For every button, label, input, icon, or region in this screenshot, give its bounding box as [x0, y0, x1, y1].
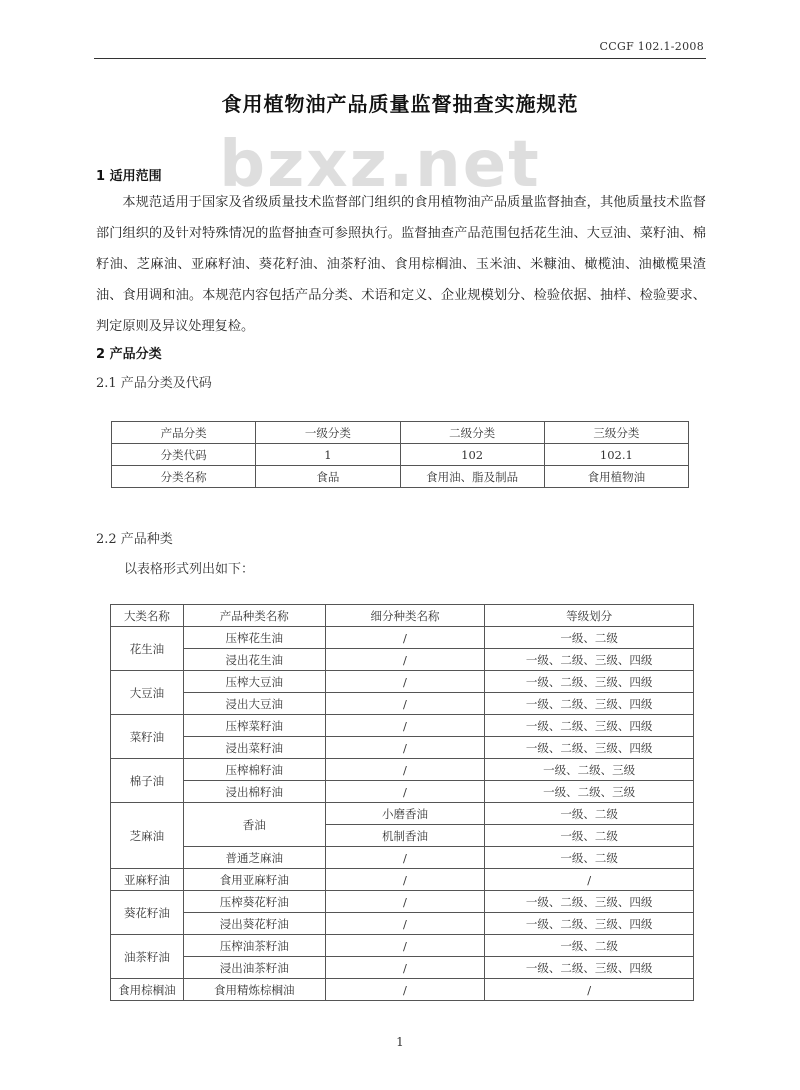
section-1-heading: 1 适用范围 [96, 169, 162, 184]
document-title: 食用植物油产品质量监督抽查实施规范 [221, 92, 579, 116]
category-cell: 食用棕榈油 [111, 979, 184, 1001]
classification-code-table [111, 421, 689, 488]
header-rule [94, 58, 706, 59]
table-cell: 一级、二级、三级、四级 [485, 649, 694, 671]
column-header: 细分种类名称 [325, 605, 485, 627]
document-code: CCGF 102.1-2008 [599, 40, 704, 53]
category-cell: 芝麻油 [111, 803, 184, 869]
table-cell: / [325, 649, 485, 671]
table-cell: 分类名称 [112, 466, 256, 488]
table-cell: 食用油、脂及制品 [400, 466, 544, 488]
table-cell: 一级、二级、三级、四级 [485, 891, 694, 913]
table-cell: / [325, 693, 485, 715]
category-cell: 油茶籽油 [111, 935, 184, 979]
table-row [111, 979, 694, 1001]
section-2-2-heading: 2.2 产品种类 [96, 532, 173, 547]
table-cell: / [325, 847, 485, 869]
table-cell: 压榨花生油 [183, 627, 325, 649]
product-type-table [110, 604, 694, 1001]
table-cell: 一级、二级、三级、四级 [485, 737, 694, 759]
column-header: 产品种类名称 [183, 605, 325, 627]
table-row [112, 466, 689, 488]
table-cell: / [325, 627, 485, 649]
table-row [111, 781, 694, 803]
table-row [111, 913, 694, 935]
table-cell: 102.1 [544, 444, 688, 466]
table-cell: 一级、二级、三级 [485, 759, 694, 781]
table-cell: 一级、二级、三级、四级 [485, 693, 694, 715]
table-header-row [111, 605, 694, 627]
table-row [111, 715, 694, 737]
table-cell: 浸出大豆油 [183, 693, 325, 715]
table-cell: 小磨香油 [325, 803, 485, 825]
table-row [111, 957, 694, 979]
table-cell: 食用植物油 [544, 466, 688, 488]
table-cell: 二级分类 [400, 422, 544, 444]
table-cell: / [325, 957, 485, 979]
category-cell: 亚麻籽油 [111, 869, 184, 891]
table-cell: 浸出菜籽油 [183, 737, 325, 759]
table-cell: 一级、二级 [485, 627, 694, 649]
page-number: 1 [396, 1035, 404, 1049]
column-header: 等级划分 [485, 605, 694, 627]
table-cell: / [325, 715, 485, 737]
table-cell: 一级、二级 [485, 803, 694, 825]
table-row [111, 847, 694, 869]
table-cell: / [485, 979, 694, 1001]
table-cell: 压榨油茶籽油 [183, 935, 325, 957]
table-cell: 分类代码 [112, 444, 256, 466]
category-cell: 大豆油 [111, 671, 184, 715]
category-cell: 葵花籽油 [111, 891, 184, 935]
section-2-1-heading: 2.1 产品分类及代码 [96, 376, 212, 391]
table-row [112, 422, 689, 444]
table-cell: 压榨葵花籽油 [183, 891, 325, 913]
table-cell: / [325, 737, 485, 759]
table-cell: / [325, 781, 485, 803]
table-row [111, 737, 694, 759]
table-cell: 一级、二级、三级、四级 [485, 913, 694, 935]
table-cell: / [325, 979, 485, 1001]
table-cell: 食用精炼棕榈油 [183, 979, 325, 1001]
table-row [111, 891, 694, 913]
table-cell: 一级、二级、三级、四级 [485, 671, 694, 693]
table-row [111, 759, 694, 781]
table-cell: 压榨大豆油 [183, 671, 325, 693]
table-cell: 一级、二级、三级、四级 [485, 957, 694, 979]
table-row [111, 693, 694, 715]
table-row [112, 444, 689, 466]
table-cell: 一级、二级、三级、四级 [485, 715, 694, 737]
table-cell: 102 [400, 444, 544, 466]
table-cell: 浸出花生油 [183, 649, 325, 671]
category-cell: 菜籽油 [111, 715, 184, 759]
table-cell: 机制香油 [325, 825, 485, 847]
table-cell: 三级分类 [544, 422, 688, 444]
table-cell: 压榨棉籽油 [183, 759, 325, 781]
table-cell: 产品分类 [112, 422, 256, 444]
section-1-paragraph: 本规范适用于国家及省级质量技术监督部门组织的食用植物油产品质量监督抽查，其他质量技术监督部门组织的及针对特殊情况的监督抽查可参照执行。监督抽查产品范围包括花生油、大豆油、菜籽油、棉籽油、芝麻油、亚麻籽油、葵花籽油、油茶籽油、食用棕榈油、玉米油、米糠油、橄榄油、油橄榄果渣油、食用调和油。本规范内容包括产品分类、术语和定义、企业规模划分、检验依据、抽样、检验要求、判定原则及异议处理复检。 [96, 195, 706, 334]
table-row [111, 627, 694, 649]
table-row [111, 935, 694, 957]
table-cell: 浸出棉籽油 [183, 781, 325, 803]
table-cell: 普通芝麻油 [183, 847, 325, 869]
watermark-logo: bzxz.net [219, 128, 541, 202]
table-cell: 食品 [256, 466, 400, 488]
table-cell: 香油 [183, 803, 325, 847]
category-cell: 棉子油 [111, 759, 184, 803]
table-cell: / [325, 759, 485, 781]
table-intro: 以表格形式列出如下： [124, 562, 255, 577]
table-cell: 压榨菜籽油 [183, 715, 325, 737]
column-header: 大类名称 [111, 605, 184, 627]
category-cell: 花生油 [111, 627, 184, 671]
table-row [111, 671, 694, 693]
table-row [111, 803, 694, 825]
table-cell: 一级、二级 [485, 935, 694, 957]
table-cell: 浸出油茶籽油 [183, 957, 325, 979]
table-cell: 1 [256, 444, 400, 466]
table-cell: 一级分类 [256, 422, 400, 444]
table-cell: 一级、二级、三级 [485, 781, 694, 803]
table-row [111, 869, 694, 891]
table-cell: / [325, 891, 485, 913]
table-row [111, 649, 694, 671]
table-cell: / [325, 935, 485, 957]
table-cell: 一级、二级 [485, 825, 694, 847]
section-2-heading: 2 产品分类 [96, 347, 162, 362]
table-cell: / [325, 869, 485, 891]
table-cell: 食用亚麻籽油 [183, 869, 325, 891]
table-cell: / [485, 869, 694, 891]
table-cell: 一级、二级 [485, 847, 694, 869]
table-cell: / [325, 913, 485, 935]
table-cell: 浸出葵花籽油 [183, 913, 325, 935]
table-cell: / [325, 671, 485, 693]
